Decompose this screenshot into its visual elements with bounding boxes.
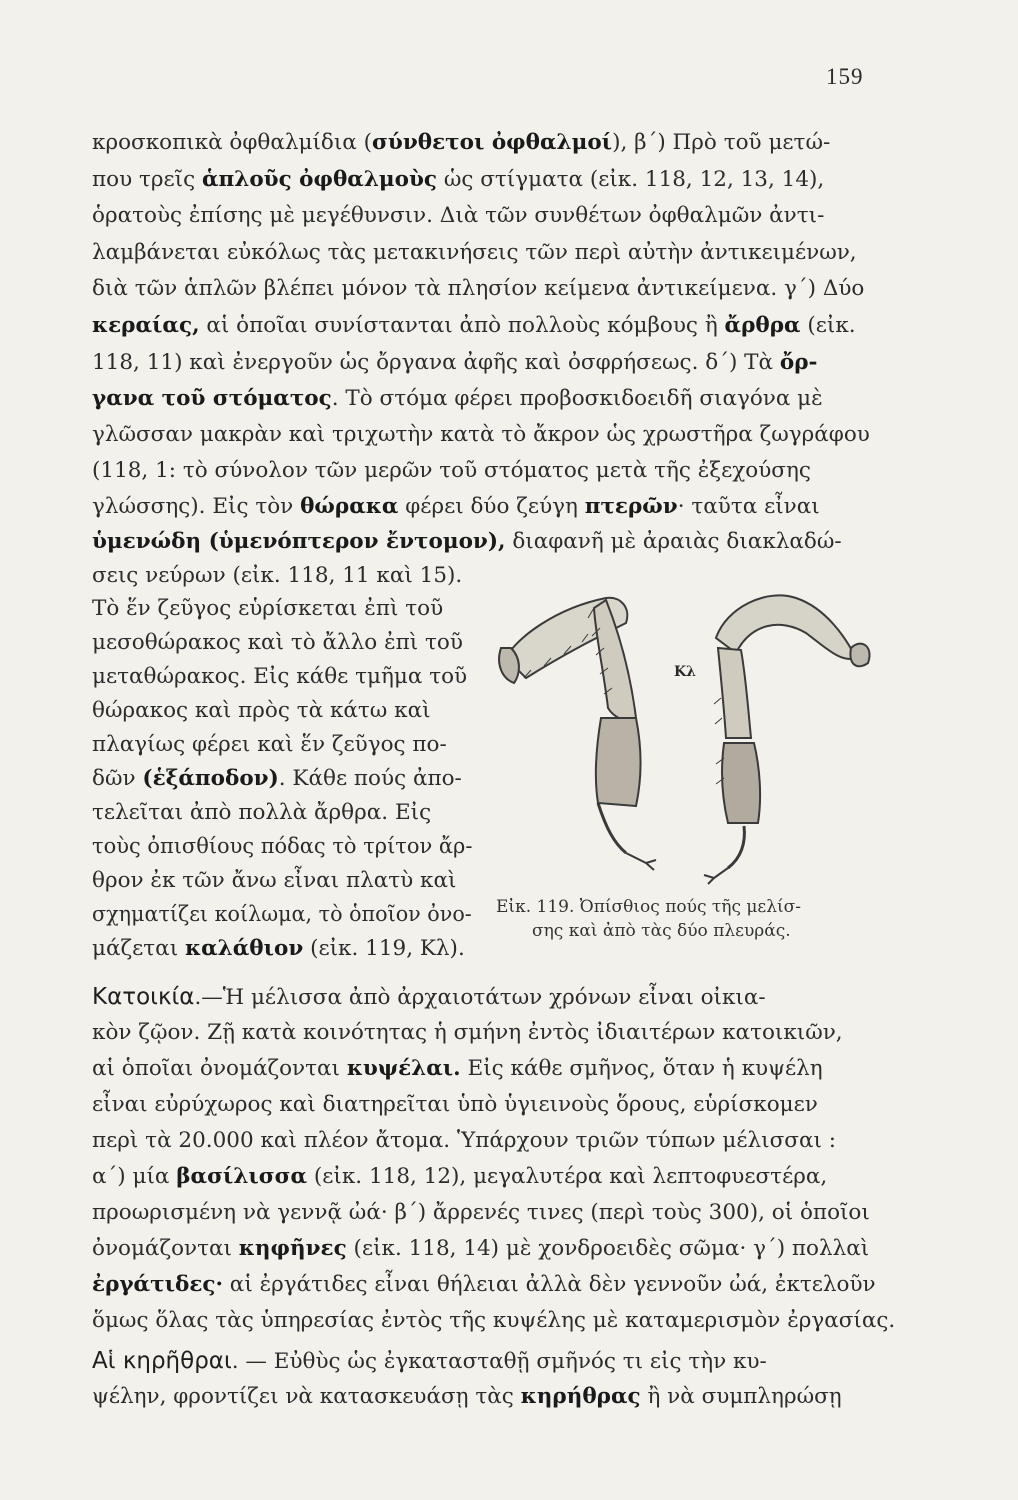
text-line [92,274,900,304]
bold-term: κεραίας, [92,313,200,338]
text-span: διὰ τῶν ἁπλῶν βλέπει μόνον τὰ πλησίον κείμενα ἀντικείμενα. γ΄) Δύο [92,276,865,301]
text-line [92,1270,900,1300]
text-line [92,628,472,658]
text-line [92,832,473,862]
text-line [92,238,900,268]
text-span: εἶναι εὐρύχωρος καὶ διατηρεῖται ὑπὸ ὑγιεινοὺς ὅρους, εὑρίσκομεν [92,1092,818,1117]
text-span: σεις νεύρων (εἰκ. 118, 11 καὶ 15). [92,563,463,588]
bold-term: γανα τοῦ στόματος [92,386,332,411]
bold-term: ἄρθρα [724,313,801,338]
bold-term: θώρακα [300,494,399,519]
text-line [92,798,472,828]
text-span: Τὸ ἕν ζεῦγος εὑρίσκεται ἐπὶ τοῦ [92,596,444,621]
text-span: κὸν ζῷον. Ζῇ κατὰ κοινότητας ἡ σμήνη ἐντὸς ἰδιαιτέρων κατοικιῶν, [92,1020,843,1045]
text-span: .—Ἡ μέλισσα ἀπὸ ἀρχαιοτάτων χρόνων εἶναι οἰκια- [194,985,766,1010]
text-span: προωρισμένη νὰ γεννᾷ ὠά· β΄) ἄρρενές τινες (περὶ τοὺς 300), οἱ ὁποῖοι [92,1200,870,1225]
figure-caption-line-1: Εἰκ. 119. Ὀπίσθιος πούς τῆς μελίσ- [496,897,802,917]
text-span: (εἰκ. 118, 14) μὲ χονδροειδὲς σῶμα· γ΄) πολλαὶ [346,1236,870,1261]
text-span: σχηματίζει κοίλωμα, τὸ ὁποῖον ὀνο- [92,902,472,927]
text-line [92,420,900,450]
text-span: δῶν [92,766,143,791]
text-span: περὶ τὰ 20.000 καὶ πλέον ἄτομα. Ὑπάρχουν τριῶν τύπων μέλισσαι : [92,1128,836,1153]
bold-term: (ἑξάποδον) [142,766,279,791]
text-span: · ταῦτα εἶναι [677,494,820,519]
text-line [92,527,900,557]
text-line [92,594,472,624]
bold-term: κυψέλαι. [346,1056,461,1081]
text-line [92,1306,900,1336]
text-span: ψέλην, φροντίζει νὰ κατασκευάσῃ τὰς [92,1384,521,1409]
bold-term: καλάθιον [184,936,304,961]
text-span: μεσοθώρακος καὶ τὸ ἄλλο ἐπὶ τοῦ [92,630,463,655]
hind-leg-right-view [704,595,870,884]
text-line [92,165,900,195]
text-span: θρον ἐκ τῶν ἄνω εἶναι πλατὺ καὶ [92,868,457,893]
bold-term: ὑμενώδη (ὑμενόπτερον ἔντομον), [92,529,506,554]
text-line [92,1090,900,1120]
text-span: γλώσσης). Εἰς τὸν [92,494,301,519]
text-span: ὅμως ὅλας τὰς ὑπηρεσίας ἐντὸς τῆς κυψέλης μὲ καταμερισμὸν ἐργασίας. [92,1308,896,1333]
text-span: θώρακος καὶ πρὸς τὰ κάτω καὶ [92,698,431,723]
bold-term: ἁπλοῦς ὀφθαλμοὺς [201,167,437,192]
text-line [92,934,472,964]
bold-term: κηρήθρας [520,1384,641,1409]
text-span: μάζεται [92,936,185,961]
text-span: . — Εὐθὺς ὡς ἐγκατασταθῇ σμῆνός τι εἰς τὴν κυ- [231,1349,767,1374]
text-span: (118, 1: τὸ σύνολον τῶν μερῶν τοῦ στόματος μετὰ τῆς ἐξεχούσης [92,458,811,483]
text-line [92,1382,900,1412]
bee-hind-leg-figure [496,578,900,888]
figure-label: Κλ [674,664,696,680]
text-span: (εἰκ. 118, 12), μεγαλυτέρα καὶ λεπτοφυεστέρα, [307,1164,828,1189]
text-line [92,492,900,522]
text-span: ἢ νὰ συμπληρώσῃ [640,1384,842,1409]
text-span: . Τὸ στόμα φέρει προβοσκιδοειδῆ σιαγόνα μὲ [331,386,823,411]
text-span: κροσκοπικὰ ὀφθαλμίδια ( [92,130,373,155]
text-line [92,1198,900,1228]
bold-term: ὄρ- [779,350,818,375]
text-span: ὁρατοὺς ἐπίσης μὲ μεγέθυνσιν. Διὰ τῶν συνθέτων ὀφθαλμῶν ἀντι- [92,203,825,228]
text-span: αἱ ἐργάτιδες εἶναι θήλειαι ἀλλὰ δὲν γεννοῦν ὠά, ἐκτελοῦν [222,1272,876,1297]
text-span: ), β΄) Πρὸ τοῦ μετώ- [612,130,831,155]
bold-term: ἐργάτιδες· [92,1272,223,1297]
text-span: (εἰκ. [800,313,856,338]
section-heading: Αἱ κηρῆθραι [92,1348,232,1374]
figure-caption-line-2: σης καὶ ἀπὸ τὰς δύο πλευράς. [532,921,791,941]
text-line [92,866,472,896]
text-span: φέρει δύο ζεύγη [398,494,585,519]
text-line [92,662,472,692]
text-line [92,1018,900,1048]
text-line [92,384,900,414]
text-line [92,696,472,726]
text-span: αἱ ὁποῖαι συνίστανται ἀπὸ πολλοὺς κόμβους ἢ [199,313,725,338]
text-span: ὀνομάζονται [92,1236,239,1261]
hind-leg-left-view [499,598,656,870]
text-line [92,1162,900,1192]
text-line [92,128,900,158]
text-span: πλαγίως φέρει καὶ ἕν ζεῦγος πο- [92,732,447,757]
text-line [92,1346,900,1377]
text-span: αἱ ὁποῖαι ὀνομάζονται [92,1056,347,1081]
text-span: διαφανῆ μὲ ἀραιὰς διακλαδώ- [505,529,842,554]
text-line [92,201,900,231]
text-line [92,1234,900,1264]
text-line [92,1054,900,1084]
text-span: α΄) μία [92,1164,177,1189]
text-line [92,982,900,1013]
text-line [92,456,900,486]
text-line [92,348,900,378]
text-line [92,1126,900,1156]
bold-term: σύνθετοι ὀφθαλμοί [372,130,613,155]
text-span: μεταθώρακος. Εἰς κάθε τμῆμα τοῦ [92,664,468,689]
text-span: λαμβάνεται εὐκόλως τὰς μετακινήσεις τῶν περὶ αὐτὴν ἀντικειμένων, [92,240,857,265]
text-line [92,730,472,760]
bold-term: πτερῶν [584,494,678,519]
text-span: . Κάθε πούς ἀπο- [278,766,462,791]
text-line [92,311,900,341]
text-line [92,764,472,794]
text-span: Εἰς κάθε σμῆνος, ὅταν ἡ κυψέλη [460,1056,823,1081]
text-span: 118, 11) καὶ ἐνεργοῦν ὡς ὄργανα ἀφῆς καὶ ὀσφρήσεως. δ΄) Τὰ [92,350,780,375]
section-heading: Κατοικία [92,984,195,1010]
text-span: (εἰκ. 119, Κλ). [303,936,465,961]
text-span: γλῶσσαν μακρὰν καὶ τριχωτὴν κατὰ τὸ ἄκρον ὡς χρωστῆρα ζωγράφου [92,422,870,447]
bold-term: βασίλισσα [176,1164,308,1189]
text-line [92,561,512,591]
text-span: τοὺς ὀπισθίους πόδας τὸ τρίτον ἄρ- [92,834,473,859]
text-span: ὡς στίγματα (εἰκ. 118, 12, 13, 14), [437,167,825,192]
text-span: που τρεῖς [92,167,202,192]
bold-term: κηφῆνες [238,1236,347,1261]
page-number: 159 [826,64,864,89]
text-span: τελεῖται ἀπὸ πολλὰ ἄρθρα. Εἰς [92,800,432,825]
text-line [92,900,472,930]
